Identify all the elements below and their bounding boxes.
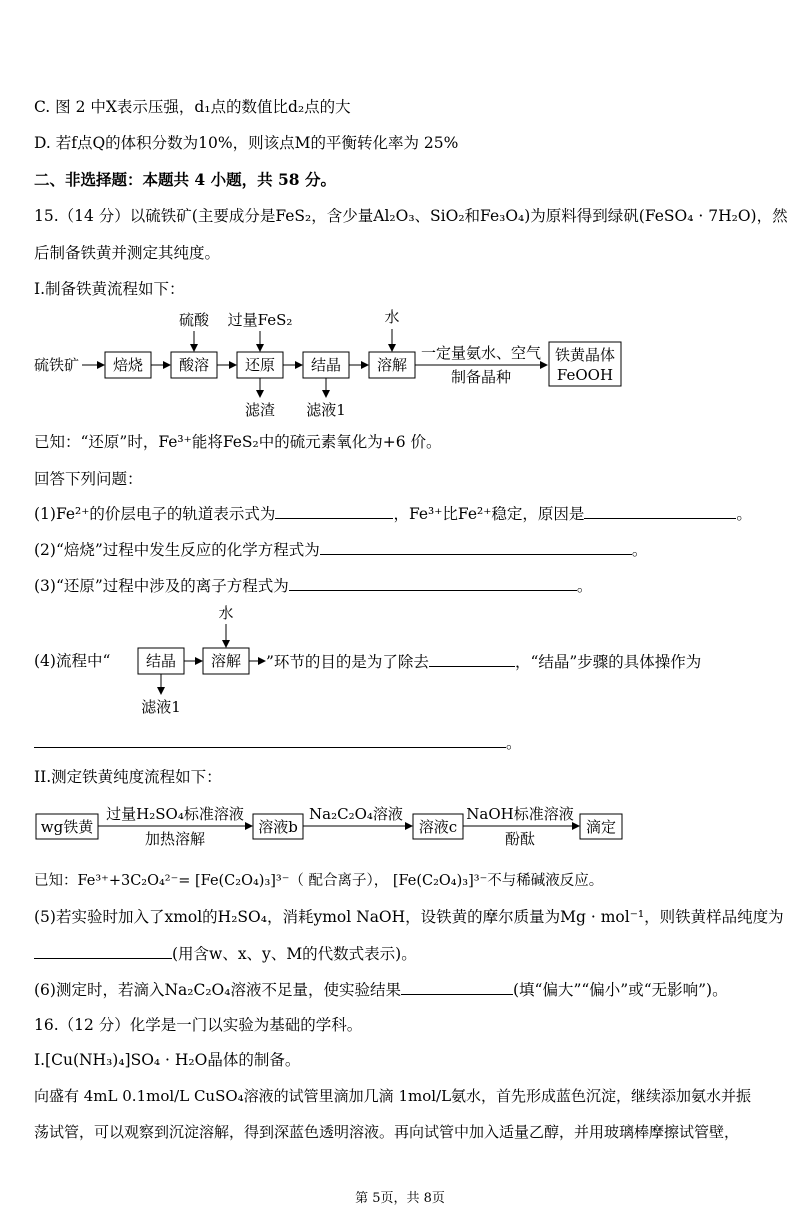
flow2-filtrate: 滤液1 — [141, 698, 181, 716]
sub-question-4: ”环节的目的是为了除去 ，“结晶”步骤的具体操作为 — [266, 653, 702, 671]
sub-question-3: (3)“还原”过程中涉及的离子方程式为 。 — [34, 577, 593, 595]
answer-blank[interactable] — [429, 651, 515, 667]
flow1-input-water: 水 — [384, 308, 400, 326]
q16-paragraph-line1: 向盛有 4mL 0.1mol/L CuSO₄溶液的试管里滴加几滴 1mol/L氨水，首先形成蓝色沉淀，继续添加氨水并振 — [34, 1087, 752, 1105]
q16-part-i: I.[Cu(NH₃)₄]SO₄ · H₂O晶体的制备。 — [34, 1051, 301, 1069]
svg-text:FeOOH: FeOOH — [556, 366, 614, 384]
answer-blank[interactable] — [289, 575, 577, 591]
svg-text:NaOH标准溶液: NaOH标准溶液 — [466, 805, 574, 823]
flow1-output-residue: 滤渣 — [244, 401, 276, 419]
answer-blank[interactable] — [275, 503, 393, 519]
svg-text:溶液b: 溶液b — [258, 818, 298, 836]
answer-blank[interactable] — [34, 943, 172, 959]
svg-text:铁黄晶体: 铁黄晶体 — [554, 346, 616, 364]
q15-stem-line1: 15.（14 分）以硫铁矿(主要成分是FeS₂，含少量Al₂O₃、SiO₂和Fe₃O₄)为原料得到绿矾(FeSO₄ · 7H₂O)，然 — [34, 207, 788, 225]
flow1-start: 硫铁矿 — [34, 356, 80, 374]
flowchart-purity-test — [0, 798, 800, 858]
answer-blank[interactable] — [584, 503, 736, 519]
q16-paragraph-line2: 荡试管，可以观察到沉淀溶解，得到深蓝色透明溶液。再向试管中加入适量乙醇，并用玻璃棒摩擦试管壁， — [34, 1123, 740, 1141]
svg-text:溶解: 溶解 — [210, 652, 242, 670]
flowchart-iron-yellow-prep — [0, 305, 800, 425]
sub-question-5: (5)若实验时加入了xmol的H₂SO₄，消耗ymol NaOH，设铁黄的摩尔质量为Mg · mol⁻¹，则铁黄样品纯度为 — [34, 908, 784, 926]
sub-question-2: (2)“焙烧”过程中发生反应的化学方程式为 。 — [34, 541, 648, 559]
known-1: 已知：“还原”时，Fe³⁺能将FeS₂中的硫元素氧化为+6 价。 — [34, 433, 442, 451]
svg-text:酸溶: 酸溶 — [178, 356, 210, 374]
flowchart-crystallize-dissolve — [128, 600, 268, 718]
answer-blank[interactable] — [320, 539, 632, 555]
svg-text:焙烧: 焙烧 — [112, 356, 144, 374]
sub-question-4-line2: 。 — [34, 732, 522, 753]
svg-text:一定量氨水、空气: 一定量氨水、空气 — [420, 344, 542, 362]
svg-text:Na₂C₂O₄溶液: Na₂C₂O₄溶液 — [309, 805, 403, 823]
q15-part-ii: II.测定铁黄纯度流程如下： — [34, 768, 222, 786]
flow1-input-acid: 硫酸 — [178, 311, 210, 329]
q16-stem: 16.（12 分）化学是一门以实验为基础的学科。 — [34, 1016, 363, 1034]
svg-text:结晶: 结晶 — [145, 652, 177, 670]
page-footer: 第 5页，共 8页 — [355, 1191, 445, 1206]
sub-question-6: (6)测定时，若滴入Na₂C₂O₄溶液不足量，使实验结果 (填“偏大”“偏小”或“无影响”)。 — [34, 981, 728, 999]
answer-blank[interactable] — [401, 979, 513, 995]
q15-part-i: I.制备铁黄流程如下： — [34, 280, 185, 298]
sub-question-1: (1)Fe²⁺的价层电子的轨道表示式为 ，Fe³⁺比Fe²⁺稳定，原因是 。 — [34, 505, 752, 523]
sub-question-4-pre: (4)流程中“ — [34, 652, 111, 670]
svg-text:滴定: 滴定 — [585, 818, 617, 836]
flow1-output-filtrate: 滤液1 — [306, 401, 346, 419]
answer-prompt: 回答下列问题： — [34, 470, 143, 488]
section-heading: 二、非选择题：本题共 4 小题，共 58 分。 — [34, 170, 336, 189]
flow1-input-fes2: 过量FeS₂ — [227, 311, 293, 329]
svg-text:酚酞: 酚酞 — [504, 830, 536, 848]
flow2-water: 水 — [218, 604, 234, 622]
svg-text:结晶: 结晶 — [310, 356, 342, 374]
svg-text:wg铁黄: wg铁黄 — [40, 818, 94, 836]
svg-text:还原: 还原 — [244, 356, 276, 374]
svg-text:过量H₂SO₄标准溶液: 过量H₂SO₄标准溶液 — [106, 805, 244, 823]
svg-text:加热溶解: 加热溶解 — [144, 830, 206, 848]
svg-text:溶液c: 溶液c — [418, 818, 458, 836]
known-2: 已知：Fe³⁺+3C₂O₄²⁻= [Fe(C₂O₄)₃]³⁻（ 配合离子）， [Fe(C₂O₄)₃]³⁻不与稀碱液反应。 — [34, 873, 604, 889]
svg-text:制备晶种: 制备晶种 — [450, 368, 512, 386]
option-d: D. 若f点Q的体积分数为10%，则该点M的平衡转化率为 25% — [34, 134, 459, 152]
svg-text:溶解: 溶解 — [376, 356, 408, 374]
option-c: C. 图 2 中X表示压强，d₁点的数值比d₂点的大 — [34, 98, 351, 116]
sub-question-5-line2: (用含w、x、y、M的代数式表示)。 — [34, 943, 417, 964]
answer-blank[interactable] — [34, 732, 506, 748]
q15-stem-line2: 后制备铁黄并测定其纯度。 — [34, 244, 221, 262]
